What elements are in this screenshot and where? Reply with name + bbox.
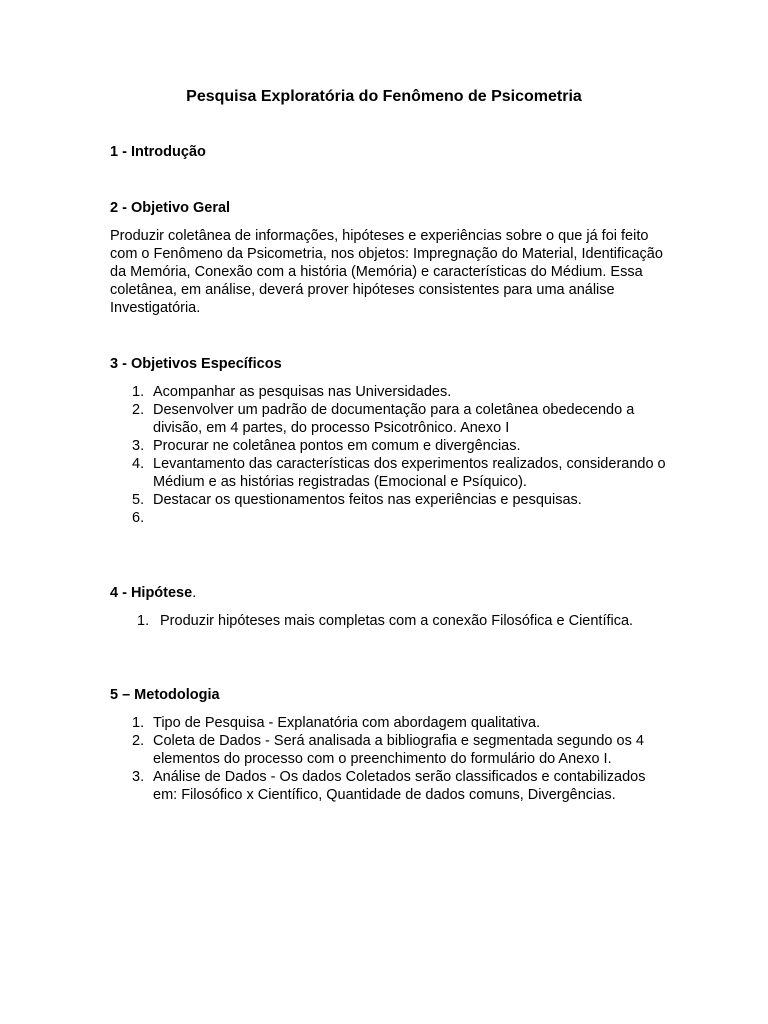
list-item-number: 6.: [132, 510, 145, 526]
list-item: [127, 509, 672, 527]
list-item-text: Produzir hipóteses mais completas com a conexão Filosófica e Científica.: [160, 613, 634, 629]
list-item-number: 3.: [132, 769, 145, 785]
list-item-text: Destacar os questionamentos feitos nas experiências e pesquisas.: [153, 492, 582, 508]
list-item-number: 1.: [132, 384, 145, 400]
hypothesis-heading-text: 4 - Hipótese: [110, 585, 193, 601]
list-item: [127, 437, 672, 455]
hypothesis-list: [132, 612, 672, 630]
list-item-number: 5.: [132, 492, 145, 508]
list-item-number: 2.: [132, 733, 145, 749]
list-item-text: Levantamento das características dos experimentos realizados, considerando o Médium e as histórias registradas (Emocional e Psíquico).: [153, 456, 666, 490]
list-item: [127, 455, 672, 491]
methodology-list: [127, 714, 672, 804]
hypothesis-heading-suffix: .: [192, 585, 197, 601]
list-item-text: Procurar ne coletânea pontos em comum e divergências.: [153, 438, 521, 454]
document-title: Pesquisa Exploratória do Fenômeno de Psicometria: [186, 88, 582, 105]
list-item-text: Acompanhar as pesquisas nas Universidades.: [153, 384, 452, 400]
list-item-number: 1.: [137, 613, 150, 629]
list-item-number: 1.: [132, 715, 145, 731]
list-item-number: 2.: [132, 402, 145, 418]
list-item-number: 4.: [132, 456, 145, 472]
list-item: [127, 383, 672, 401]
section-heading-methodology: 5 – Metodologia: [110, 687, 220, 703]
list-item: [127, 768, 672, 804]
list-item-text: Análise de Dados - Os dados Coletados serão classificados e contabilizados em: Filosófico x Científico, Quantidade de dados comuns, Divergências.: [153, 769, 646, 803]
list-item: [127, 714, 672, 732]
list-item: [127, 732, 672, 768]
list-item: [132, 612, 672, 630]
list-item: [127, 491, 672, 509]
list-item-text: Coleta de Dados - Será analisada a bibliografia e segmentada segundo os 4 elementos do processo com o preenchimento do formulário do Anexo I.: [153, 733, 644, 767]
list-item-number: 3.: [132, 438, 145, 454]
section-heading-introduction: 1 - Introdução: [110, 144, 206, 160]
section-heading-general-objective: 2 - Objetivo Geral: [110, 200, 231, 216]
specific-objectives-list: [127, 383, 672, 527]
list-item-text: Tipo de Pesquisa - Explanatória com abordagem qualitativa.: [153, 715, 541, 731]
section-heading-specific-objectives: 3 - Objetivos Específicos: [110, 356, 282, 372]
list-item-text: Desenvolver um padrão de documentação para a coletânea obedecendo a divisão, em 4 partes, do processo Psicotrônico. Anexo I: [153, 402, 635, 436]
list-item: [127, 401, 672, 437]
general-objective-paragraph: Produzir coletânea de informações, hipóteses e experiências sobre o que já foi feito com o Fenômeno da Psicometria, nos objetos: Impregnação do Material, Identificação da Memória, Conexão com a história (Memória) e características do Médium. Essa coletânea, em análise, deverá prover hipóteses consistentes para uma análise Investigatória.: [110, 228, 663, 316]
section-heading-hypothesis: [110, 584, 196, 602]
